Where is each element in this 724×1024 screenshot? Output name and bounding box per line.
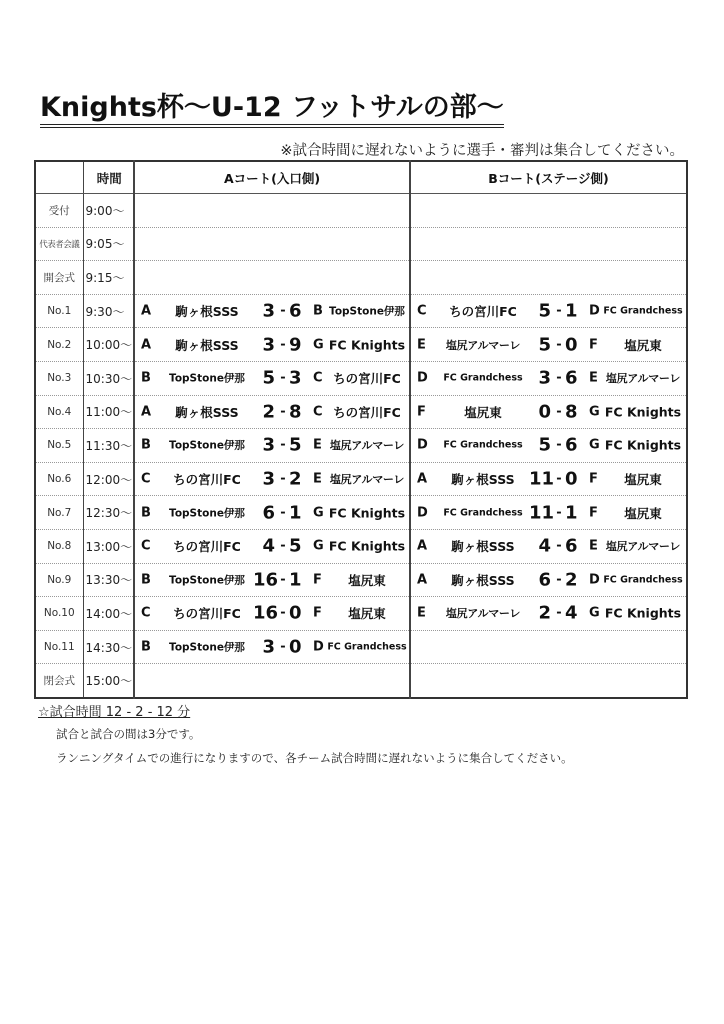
team1-score: 3 xyxy=(538,367,551,389)
team1-name: FC Grandchess xyxy=(443,439,523,451)
match-time: 10:00～ xyxy=(83,328,134,362)
score-dash: - xyxy=(556,605,562,621)
court-b-cell xyxy=(410,261,687,295)
team2-score: 0 xyxy=(565,334,578,356)
team2-name: FC Knights xyxy=(328,505,406,521)
table-header-row xyxy=(35,161,687,194)
row-label: 開会式 xyxy=(35,261,83,295)
court-b-cell xyxy=(410,395,687,429)
team2-score: 0 xyxy=(565,468,578,490)
team2-letter: G xyxy=(313,505,324,521)
team2-letter: F xyxy=(313,605,322,621)
court-a-cell xyxy=(134,429,410,463)
score-dash: - xyxy=(280,404,286,420)
team2-letter: F xyxy=(313,572,322,588)
team1-name: ちの宮川FC xyxy=(173,539,241,555)
match-time: 9:30～ xyxy=(83,294,134,328)
team2-score: 2 xyxy=(289,468,302,490)
team2-score: 1 xyxy=(565,300,578,322)
score-dash: - xyxy=(280,538,286,554)
header-label xyxy=(35,161,83,194)
team2-letter: D xyxy=(313,639,324,655)
score-dash: - xyxy=(556,404,562,420)
team1-name: TopStone伊那 xyxy=(169,439,245,452)
team2-score: 4 xyxy=(565,602,578,624)
team1-score: 11 xyxy=(529,468,555,490)
match-time: 11:00～ xyxy=(83,395,134,429)
team1-name: FC Grandchess xyxy=(443,507,523,519)
team1-name: TopStone伊那 xyxy=(169,641,245,654)
match-row xyxy=(35,563,687,597)
court-b-cell xyxy=(410,227,687,261)
team1-letter: A xyxy=(141,337,152,353)
event-row xyxy=(35,261,687,295)
team1-score: 11 xyxy=(529,502,555,524)
team2-name: ちの宮川FC xyxy=(333,404,401,420)
team2-name: 塩尻アルマーレ xyxy=(605,372,681,386)
team1-letter: F xyxy=(417,404,426,420)
court-b-cell xyxy=(410,361,687,395)
event-row xyxy=(35,194,687,228)
match-number: No.9 xyxy=(35,563,83,597)
team1-score: 5 xyxy=(538,434,551,456)
header-time: 時間 xyxy=(83,161,134,194)
court-a-cell xyxy=(134,529,410,563)
court-a-cell xyxy=(134,194,410,228)
court-a-cell xyxy=(134,294,410,328)
score-dash: - xyxy=(280,639,286,655)
schedule-body xyxy=(35,194,687,698)
score-dash: - xyxy=(556,370,562,386)
team1-score: 3 xyxy=(262,434,275,456)
match xyxy=(135,597,409,629)
score-dash: - xyxy=(556,471,562,487)
row-label: 受付 xyxy=(35,194,83,228)
team1-name: 駒ヶ根SSS xyxy=(451,472,515,488)
match xyxy=(411,564,686,596)
team1-name: TopStone伊那 xyxy=(169,372,245,385)
team2-name: TopStone伊那 xyxy=(329,305,405,318)
team2-name: FC Knights xyxy=(328,337,406,353)
court-b-cell xyxy=(410,496,687,530)
team1-score: 3 xyxy=(262,468,275,490)
team2-score: 2 xyxy=(565,569,578,591)
team2-name: FC Knights xyxy=(604,437,682,453)
team2-score: 5 xyxy=(289,535,302,557)
team2-letter: C xyxy=(313,404,323,420)
team1-score: 5 xyxy=(262,367,275,389)
match xyxy=(135,362,409,394)
team1-name: 駒ヶ根SSS xyxy=(175,304,239,320)
score-dash: - xyxy=(556,337,562,353)
team1-letter: B xyxy=(141,639,151,655)
team2-score: 8 xyxy=(565,401,578,423)
team1-letter: A xyxy=(141,303,152,319)
team2-score: 5 xyxy=(289,434,302,456)
score-dash: - xyxy=(556,505,562,521)
score-dash: - xyxy=(556,538,562,554)
court-a-cell xyxy=(134,597,410,631)
team1-score: 16 xyxy=(253,602,279,624)
team2-name: 塩尻東 xyxy=(348,572,386,588)
team1-score: 3 xyxy=(262,334,275,356)
team1-name: 塩尻東 xyxy=(464,404,502,420)
team1-letter: B xyxy=(141,505,151,521)
team2-score: 8 xyxy=(289,401,302,423)
closing-row xyxy=(35,664,687,698)
event-row xyxy=(35,227,687,261)
team2-letter: F xyxy=(589,505,598,521)
match-time: 12:00～ xyxy=(83,462,134,496)
match-row xyxy=(35,597,687,631)
team2-score: 1 xyxy=(289,502,302,524)
match-time: 12:30～ xyxy=(83,496,134,530)
match-time: 13:30～ xyxy=(83,563,134,597)
match xyxy=(135,429,409,461)
page-title: Knights杯～U-12 フットサルの部～ xyxy=(40,92,504,128)
match-number: No.11 xyxy=(35,630,83,664)
match xyxy=(411,396,686,428)
court-b-cell xyxy=(410,328,687,362)
team1-letter: C xyxy=(141,538,151,554)
schedule-table xyxy=(34,160,688,699)
team2-letter: G xyxy=(589,605,600,621)
team1-letter: C xyxy=(141,471,151,487)
team2-name: FC Grandchess xyxy=(603,574,683,586)
team2-name: FC Knights xyxy=(604,605,682,621)
team1-score: 16 xyxy=(253,569,279,591)
court-a-cell xyxy=(134,227,410,261)
team2-score: 0 xyxy=(289,602,302,624)
team2-score: 1 xyxy=(565,502,578,524)
court-b-cell xyxy=(410,294,687,328)
team2-score: 6 xyxy=(565,434,578,456)
team2-score: 1 xyxy=(289,569,302,591)
match-row xyxy=(35,328,687,362)
team1-letter: A xyxy=(417,471,428,487)
team2-letter: G xyxy=(589,437,600,453)
team1-name: 駒ヶ根SSS xyxy=(451,572,515,588)
score-dash: - xyxy=(556,303,562,319)
score-dash: - xyxy=(556,437,562,453)
court-b-cell xyxy=(410,194,687,228)
team1-score: 4 xyxy=(262,535,275,557)
match-row xyxy=(35,361,687,395)
team2-letter: B xyxy=(313,303,323,319)
team1-letter: B xyxy=(141,572,151,588)
court-b-cell xyxy=(410,429,687,463)
team1-name: TopStone伊那 xyxy=(169,507,245,520)
match xyxy=(135,396,409,428)
team2-name: 塩尻アルマーレ xyxy=(605,540,681,554)
header-court-b: Bコート(ステージ側) xyxy=(410,161,687,194)
team1-letter: D xyxy=(417,437,428,453)
team1-score: 4 xyxy=(538,535,551,557)
court-a-cell xyxy=(134,361,410,395)
team1-letter: C xyxy=(417,303,427,319)
match xyxy=(411,497,686,529)
team1-letter: E xyxy=(417,605,426,621)
team2-letter: G xyxy=(313,337,324,353)
court-a-cell xyxy=(134,664,410,698)
row-time: 15:00～ xyxy=(83,664,134,698)
court-a-cell xyxy=(134,261,410,295)
match-number: No.1 xyxy=(35,294,83,328)
team2-letter: D xyxy=(589,572,600,588)
team1-name: 塩尻アルマーレ xyxy=(445,338,521,352)
team2-score: 9 xyxy=(289,334,302,356)
court-a-cell xyxy=(134,395,410,429)
team1-name: FC Grandchess xyxy=(443,372,523,384)
team1-letter: B xyxy=(141,370,151,386)
match xyxy=(411,362,686,394)
team1-name: 塩尻アルマーレ xyxy=(445,607,521,621)
match-row xyxy=(35,496,687,530)
row-label: 閉会式 xyxy=(35,664,83,698)
match xyxy=(411,329,686,361)
score-dash: - xyxy=(280,605,286,621)
row-label: 代表者会議 xyxy=(35,227,83,261)
team2-name: 塩尻東 xyxy=(624,337,662,353)
team1-letter: D xyxy=(417,505,428,521)
match-row xyxy=(35,630,687,664)
match xyxy=(135,295,409,327)
match-number: No.4 xyxy=(35,395,83,429)
team2-letter: F xyxy=(589,471,598,487)
team1-name: ちの宮川FC xyxy=(173,606,241,622)
team1-score: 3 xyxy=(262,300,275,322)
team1-letter: C xyxy=(141,605,151,621)
team2-letter: E xyxy=(589,538,598,554)
match-time: 14:30～ xyxy=(83,630,134,664)
header-court-a: Aコート(入口側) xyxy=(134,161,410,194)
court-b-cell xyxy=(410,664,687,698)
team2-letter: E xyxy=(313,437,322,453)
team2-score: 6 xyxy=(565,535,578,557)
court-b-cell xyxy=(410,563,687,597)
match-number: No.7 xyxy=(35,496,83,530)
team1-letter: B xyxy=(141,437,151,453)
running-time-note: ランニングタイムでの進行になりますので、各チーム試合時間に遅れないように集合してください。 xyxy=(56,751,573,765)
match-number: No.5 xyxy=(35,429,83,463)
team2-letter: C xyxy=(313,370,323,386)
team1-name: TopStone伊那 xyxy=(169,574,245,587)
team1-name: ちの宮川FC xyxy=(173,472,241,488)
match-time: 13:00～ xyxy=(83,529,134,563)
match-time: 11:30～ xyxy=(83,429,134,463)
match xyxy=(411,597,686,629)
team2-name: FC Knights xyxy=(328,538,406,554)
score-dash: - xyxy=(280,471,286,487)
match xyxy=(411,530,686,562)
team1-letter: A xyxy=(417,572,428,588)
match-row xyxy=(35,395,687,429)
team1-name: 駒ヶ根SSS xyxy=(175,337,239,353)
team2-name: FC Grandchess xyxy=(603,305,683,317)
team1-name: ちの宮川FC xyxy=(449,304,517,320)
match-number: No.3 xyxy=(35,361,83,395)
team1-score: 5 xyxy=(538,334,551,356)
footer-notes xyxy=(38,701,573,774)
court-a-cell xyxy=(134,328,410,362)
team2-name: 塩尻アルマーレ xyxy=(329,439,405,453)
team2-score: 6 xyxy=(289,300,302,322)
match xyxy=(135,530,409,562)
match xyxy=(411,429,686,461)
team1-score: 2 xyxy=(262,401,275,423)
team1-letter: E xyxy=(417,337,426,353)
match-time: 10:30～ xyxy=(83,361,134,395)
match-row xyxy=(35,529,687,563)
team2-letter: E xyxy=(589,370,598,386)
score-dash: - xyxy=(280,303,286,319)
interval-note: 試合と試合の間は3分です。 xyxy=(56,727,201,741)
score-dash: - xyxy=(280,572,286,588)
court-a-cell xyxy=(134,496,410,530)
team2-letter: D xyxy=(589,303,600,319)
row-time: 9:05～ xyxy=(83,227,134,261)
team1-name: 駒ヶ根SSS xyxy=(175,404,239,420)
team2-name: FC Grandchess xyxy=(327,641,407,653)
team1-letter: A xyxy=(417,538,428,554)
match-number: No.6 xyxy=(35,462,83,496)
team2-letter: G xyxy=(589,404,600,420)
team2-name: 塩尻東 xyxy=(348,606,386,622)
team2-name: ちの宮川FC xyxy=(333,371,401,387)
team2-score: 0 xyxy=(289,636,302,658)
court-b-cell xyxy=(410,462,687,496)
score-dash: - xyxy=(280,437,286,453)
court-a-cell xyxy=(134,462,410,496)
team1-score: 5 xyxy=(538,300,551,322)
match-row xyxy=(35,429,687,463)
match xyxy=(135,329,409,361)
row-time: 9:15～ xyxy=(83,261,134,295)
match xyxy=(411,295,686,327)
score-dash: - xyxy=(280,505,286,521)
court-a-cell xyxy=(134,563,410,597)
team2-letter: E xyxy=(313,471,322,487)
match-row xyxy=(35,294,687,328)
match xyxy=(135,463,409,495)
match-time-note: ☆試合時間 12 - 2 - 12 分 xyxy=(38,705,191,720)
court-b-cell xyxy=(410,630,687,664)
team2-letter: G xyxy=(313,538,324,554)
team2-letter: F xyxy=(589,337,598,353)
score-dash: - xyxy=(280,370,286,386)
team1-letter: D xyxy=(417,370,428,386)
team1-letter: A xyxy=(141,404,152,420)
match-row xyxy=(35,462,687,496)
team2-score: 3 xyxy=(289,367,302,389)
match-number: No.2 xyxy=(35,328,83,362)
score-dash: - xyxy=(280,337,286,353)
court-a-cell xyxy=(134,630,410,664)
match xyxy=(411,463,686,495)
team1-score: 2 xyxy=(538,602,551,624)
team2-score: 6 xyxy=(565,367,578,389)
team2-name: 塩尻東 xyxy=(624,472,662,488)
court-b-cell xyxy=(410,597,687,631)
notice-text: ※試合時間に遅れないように選手・審判は集合してください。 xyxy=(280,143,684,159)
team1-score: 6 xyxy=(538,569,551,591)
court-b-cell xyxy=(410,529,687,563)
team1-score: 3 xyxy=(262,636,275,658)
score-dash: - xyxy=(556,572,562,588)
team2-name: 塩尻東 xyxy=(624,505,662,521)
team2-name: FC Knights xyxy=(604,404,682,420)
team1-score: 0 xyxy=(538,401,551,423)
team2-name: 塩尻アルマーレ xyxy=(329,473,405,487)
match xyxy=(135,497,409,529)
team1-name: 駒ヶ根SSS xyxy=(451,539,515,555)
match-number: No.8 xyxy=(35,529,83,563)
match xyxy=(135,631,409,663)
match-number: No.10 xyxy=(35,597,83,631)
team1-score: 6 xyxy=(262,502,275,524)
match-time: 14:00～ xyxy=(83,597,134,631)
row-time: 9:00～ xyxy=(83,194,134,228)
match xyxy=(135,564,409,596)
